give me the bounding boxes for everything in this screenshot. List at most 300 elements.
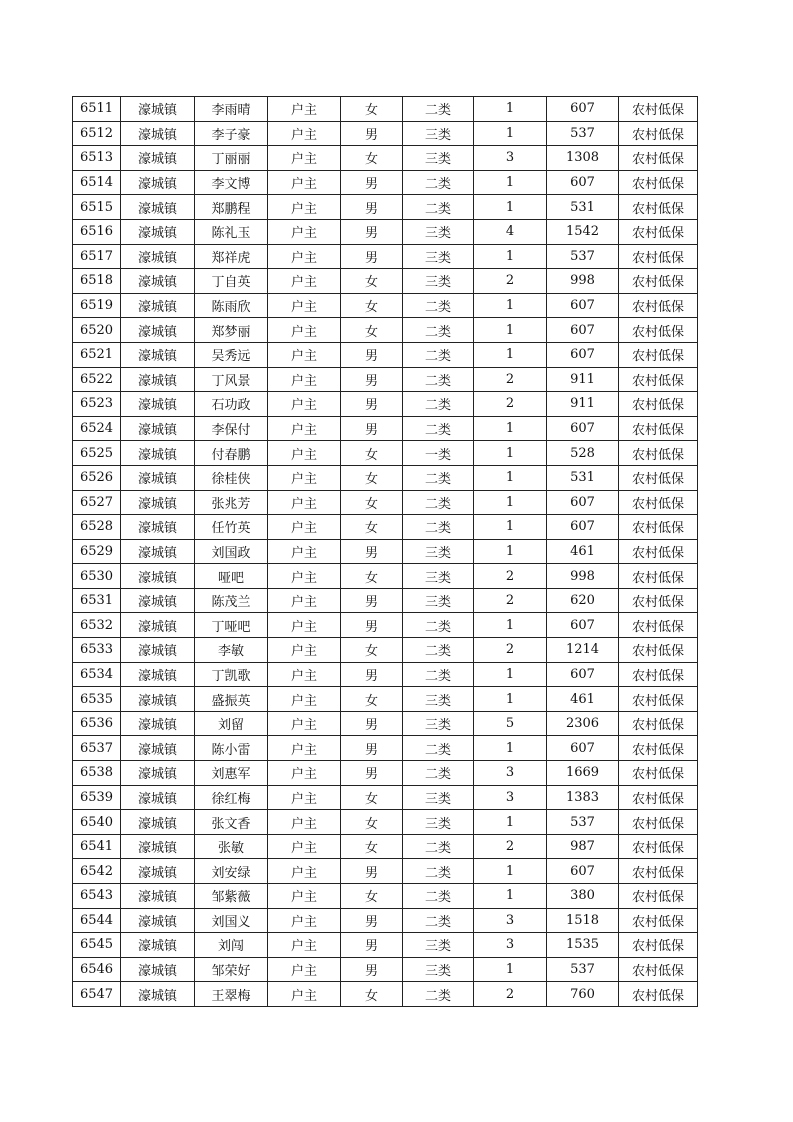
cell-serial-number: 6527 <box>73 490 121 515</box>
cell-category: 三类 <box>403 810 474 835</box>
cell-serial-number: 6524 <box>73 416 121 441</box>
cell-category: 二类 <box>403 97 474 122</box>
cell-town: 濠城镇 <box>121 539 195 564</box>
table-row <box>73 293 698 318</box>
cell-name: 哑吧 <box>195 564 268 589</box>
cell-amount: 1518 <box>547 908 619 933</box>
table-row <box>73 662 698 687</box>
cell-gender: 女 <box>341 318 403 343</box>
cell-town: 濠城镇 <box>121 884 195 909</box>
cell-relation: 户主 <box>268 613 341 638</box>
cell-category: 二类 <box>403 465 474 490</box>
cell-amount: 1535 <box>547 933 619 958</box>
table-row <box>73 588 698 613</box>
cell-name: 李保付 <box>195 416 268 441</box>
cell-amount: 528 <box>547 441 619 466</box>
cell-gender: 女 <box>341 269 403 294</box>
cell-name: 张兆芳 <box>195 490 268 515</box>
cell-assistance-type: 农村低保 <box>619 244 698 269</box>
cell-household-size: 2 <box>474 834 547 859</box>
cell-assistance-type: 农村低保 <box>619 982 698 1007</box>
table-row <box>73 121 698 146</box>
cell-serial-number: 6516 <box>73 219 121 244</box>
table-row <box>73 367 698 392</box>
cell-relation: 户主 <box>268 515 341 540</box>
cell-household-size: 2 <box>474 564 547 589</box>
cell-household-size: 2 <box>474 638 547 663</box>
cell-assistance-type: 农村低保 <box>619 219 698 244</box>
cell-household-size: 2 <box>474 982 547 1007</box>
table-row <box>73 834 698 859</box>
cell-category: 三类 <box>403 244 474 269</box>
cell-category: 二类 <box>403 342 474 367</box>
cell-category: 二类 <box>403 859 474 884</box>
cell-assistance-type: 农村低保 <box>619 318 698 343</box>
cell-serial-number: 6533 <box>73 638 121 663</box>
cell-serial-number: 6547 <box>73 982 121 1007</box>
table-row <box>73 392 698 417</box>
cell-town: 濠城镇 <box>121 318 195 343</box>
cell-relation: 户主 <box>268 392 341 417</box>
cell-household-size: 1 <box>474 810 547 835</box>
cell-amount: 1542 <box>547 219 619 244</box>
cell-assistance-type: 农村低保 <box>619 785 698 810</box>
cell-relation: 户主 <box>268 564 341 589</box>
cell-assistance-type: 农村低保 <box>619 490 698 515</box>
cell-serial-number: 6514 <box>73 170 121 195</box>
cell-amount: 607 <box>547 613 619 638</box>
cell-category: 三类 <box>403 121 474 146</box>
table-row <box>73 711 698 736</box>
cell-serial-number: 6517 <box>73 244 121 269</box>
table-row <box>73 908 698 933</box>
cell-relation: 户主 <box>268 539 341 564</box>
table-row <box>73 859 698 884</box>
cell-amount: 531 <box>547 465 619 490</box>
table-row <box>73 441 698 466</box>
cell-relation: 户主 <box>268 269 341 294</box>
cell-category: 三类 <box>403 957 474 982</box>
cell-relation: 户主 <box>268 367 341 392</box>
cell-relation: 户主 <box>268 933 341 958</box>
cell-category: 三类 <box>403 564 474 589</box>
cell-serial-number: 6530 <box>73 564 121 589</box>
cell-gender: 男 <box>341 170 403 195</box>
cell-assistance-type: 农村低保 <box>619 834 698 859</box>
cell-assistance-type: 农村低保 <box>619 515 698 540</box>
cell-amount: 987 <box>547 834 619 859</box>
cell-serial-number: 6528 <box>73 515 121 540</box>
cell-category: 二类 <box>403 638 474 663</box>
cell-serial-number: 6546 <box>73 957 121 982</box>
cell-category: 二类 <box>403 318 474 343</box>
cell-amount: 607 <box>547 97 619 122</box>
cell-amount: 1383 <box>547 785 619 810</box>
cell-relation: 户主 <box>268 982 341 1007</box>
cell-category: 二类 <box>403 490 474 515</box>
cell-serial-number: 6523 <box>73 392 121 417</box>
cell-category: 三类 <box>403 219 474 244</box>
cell-category: 二类 <box>403 834 474 859</box>
cell-relation: 户主 <box>268 736 341 761</box>
cell-amount: 461 <box>547 687 619 712</box>
cell-name: 丁哑吧 <box>195 613 268 638</box>
cell-relation: 户主 <box>268 318 341 343</box>
cell-category: 二类 <box>403 613 474 638</box>
cell-assistance-type: 农村低保 <box>619 465 698 490</box>
cell-assistance-type: 农村低保 <box>619 121 698 146</box>
cell-serial-number: 6532 <box>73 613 121 638</box>
cell-household-size: 1 <box>474 441 547 466</box>
cell-name: 徐红梅 <box>195 785 268 810</box>
cell-category: 三类 <box>403 539 474 564</box>
cell-name: 付春鹏 <box>195 441 268 466</box>
cell-gender: 女 <box>341 687 403 712</box>
cell-assistance-type: 农村低保 <box>619 638 698 663</box>
cell-amount: 911 <box>547 367 619 392</box>
cell-serial-number: 6511 <box>73 97 121 122</box>
cell-town: 濠城镇 <box>121 465 195 490</box>
cell-household-size: 3 <box>474 933 547 958</box>
cell-household-size: 1 <box>474 957 547 982</box>
cell-assistance-type: 农村低保 <box>619 761 698 786</box>
table-row <box>73 490 698 515</box>
cell-relation: 户主 <box>268 441 341 466</box>
cell-relation: 户主 <box>268 490 341 515</box>
cell-relation: 户主 <box>268 810 341 835</box>
table-row <box>73 515 698 540</box>
cell-gender: 女 <box>341 490 403 515</box>
cell-assistance-type: 农村低保 <box>619 441 698 466</box>
table-row <box>73 465 698 490</box>
cell-town: 濠城镇 <box>121 982 195 1007</box>
cell-relation: 户主 <box>268 146 341 171</box>
cell-assistance-type: 农村低保 <box>619 342 698 367</box>
cell-category: 二类 <box>403 170 474 195</box>
cell-amount: 1308 <box>547 146 619 171</box>
cell-gender: 男 <box>341 908 403 933</box>
cell-amount: 998 <box>547 564 619 589</box>
cell-gender: 男 <box>341 711 403 736</box>
cell-name: 郑梦丽 <box>195 318 268 343</box>
cell-name: 郑祥虎 <box>195 244 268 269</box>
cell-household-size: 1 <box>474 859 547 884</box>
cell-serial-number: 6520 <box>73 318 121 343</box>
table-row <box>73 687 698 712</box>
cell-gender: 女 <box>341 785 403 810</box>
table-row <box>73 170 698 195</box>
cell-name: 陈雨欣 <box>195 293 268 318</box>
cell-assistance-type: 农村低保 <box>619 564 698 589</box>
cell-household-size: 1 <box>474 613 547 638</box>
cell-serial-number: 6544 <box>73 908 121 933</box>
cell-name: 刘国政 <box>195 539 268 564</box>
cell-name: 任竹英 <box>195 515 268 540</box>
cell-assistance-type: 农村低保 <box>619 810 698 835</box>
cell-town: 濠城镇 <box>121 515 195 540</box>
cell-relation: 户主 <box>268 588 341 613</box>
cell-assistance-type: 农村低保 <box>619 97 698 122</box>
cell-household-size: 3 <box>474 908 547 933</box>
cell-name: 刘惠军 <box>195 761 268 786</box>
cell-town: 濠城镇 <box>121 859 195 884</box>
table-row <box>73 244 698 269</box>
cell-name: 徐桂侠 <box>195 465 268 490</box>
cell-town: 濠城镇 <box>121 392 195 417</box>
cell-relation: 户主 <box>268 957 341 982</box>
cell-name: 邹紫薇 <box>195 884 268 909</box>
cell-category: 二类 <box>403 367 474 392</box>
cell-relation: 户主 <box>268 884 341 909</box>
cell-assistance-type: 农村低保 <box>619 367 698 392</box>
cell-serial-number: 6521 <box>73 342 121 367</box>
cell-gender: 男 <box>341 195 403 220</box>
cell-serial-number: 6534 <box>73 662 121 687</box>
cell-household-size: 1 <box>474 170 547 195</box>
cell-town: 濠城镇 <box>121 195 195 220</box>
cell-category: 二类 <box>403 736 474 761</box>
cell-gender: 男 <box>341 662 403 687</box>
table-row <box>73 416 698 441</box>
cell-assistance-type: 农村低保 <box>619 293 698 318</box>
cell-assistance-type: 农村低保 <box>619 195 698 220</box>
cell-assistance-type: 农村低保 <box>619 957 698 982</box>
cell-assistance-type: 农村低保 <box>619 662 698 687</box>
cell-assistance-type: 农村低保 <box>619 711 698 736</box>
table-row <box>73 97 698 122</box>
cell-category: 二类 <box>403 515 474 540</box>
cell-household-size: 1 <box>474 121 547 146</box>
cell-amount: 607 <box>547 342 619 367</box>
cell-serial-number: 6540 <box>73 810 121 835</box>
cell-gender: 男 <box>341 613 403 638</box>
table-row <box>73 957 698 982</box>
cell-gender: 女 <box>341 638 403 663</box>
cell-household-size: 1 <box>474 97 547 122</box>
cell-assistance-type: 农村低保 <box>619 736 698 761</box>
cell-relation: 户主 <box>268 687 341 712</box>
cell-town: 濠城镇 <box>121 244 195 269</box>
cell-category: 三类 <box>403 588 474 613</box>
cell-amount: 911 <box>547 392 619 417</box>
cell-gender: 男 <box>341 761 403 786</box>
cell-town: 濠城镇 <box>121 662 195 687</box>
cell-household-size: 1 <box>474 884 547 909</box>
cell-town: 濠城镇 <box>121 638 195 663</box>
cell-town: 濠城镇 <box>121 293 195 318</box>
cell-name: 陈茂兰 <box>195 588 268 613</box>
table-row <box>73 785 698 810</box>
cell-name: 丁风景 <box>195 367 268 392</box>
cell-relation: 户主 <box>268 244 341 269</box>
cell-relation: 户主 <box>268 761 341 786</box>
cell-household-size: 1 <box>474 515 547 540</box>
cell-gender: 男 <box>341 367 403 392</box>
cell-name: 郑鹏程 <box>195 195 268 220</box>
cell-gender: 男 <box>341 933 403 958</box>
cell-amount: 537 <box>547 121 619 146</box>
cell-name: 丁丽丽 <box>195 146 268 171</box>
cell-town: 濠城镇 <box>121 367 195 392</box>
cell-relation: 户主 <box>268 785 341 810</box>
cell-town: 濠城镇 <box>121 146 195 171</box>
table-row <box>73 146 698 171</box>
cell-relation: 户主 <box>268 638 341 663</box>
table-row <box>73 884 698 909</box>
cell-assistance-type: 农村低保 <box>619 859 698 884</box>
cell-name: 张文香 <box>195 810 268 835</box>
cell-name: 刘国义 <box>195 908 268 933</box>
cell-assistance-type: 农村低保 <box>619 392 698 417</box>
cell-assistance-type: 农村低保 <box>619 933 698 958</box>
cell-serial-number: 6541 <box>73 834 121 859</box>
cell-relation: 户主 <box>268 908 341 933</box>
cell-household-size: 1 <box>474 244 547 269</box>
cell-amount: 1214 <box>547 638 619 663</box>
table-row <box>73 736 698 761</box>
cell-assistance-type: 农村低保 <box>619 269 698 294</box>
cell-town: 濠城镇 <box>121 687 195 712</box>
cell-town: 濠城镇 <box>121 97 195 122</box>
cell-category: 二类 <box>403 884 474 909</box>
cell-serial-number: 6525 <box>73 441 121 466</box>
cell-relation: 户主 <box>268 416 341 441</box>
cell-town: 濠城镇 <box>121 416 195 441</box>
cell-relation: 户主 <box>268 342 341 367</box>
cell-relation: 户主 <box>268 170 341 195</box>
cell-gender: 女 <box>341 441 403 466</box>
cell-amount: 2306 <box>547 711 619 736</box>
cell-category: 一类 <box>403 441 474 466</box>
cell-category: 三类 <box>403 269 474 294</box>
cell-relation: 户主 <box>268 195 341 220</box>
cell-assistance-type: 农村低保 <box>619 416 698 441</box>
cell-gender: 女 <box>341 982 403 1007</box>
cell-household-size: 1 <box>474 318 547 343</box>
cell-amount: 607 <box>547 859 619 884</box>
cell-name: 张敏 <box>195 834 268 859</box>
table-row <box>73 613 698 638</box>
table-row <box>73 982 698 1007</box>
cell-amount: 607 <box>547 293 619 318</box>
cell-gender: 男 <box>341 219 403 244</box>
cell-serial-number: 6535 <box>73 687 121 712</box>
cell-category: 二类 <box>403 761 474 786</box>
cell-household-size: 1 <box>474 687 547 712</box>
cell-household-size: 2 <box>474 367 547 392</box>
cell-town: 濠城镇 <box>121 933 195 958</box>
table-row <box>73 933 698 958</box>
cell-gender: 女 <box>341 884 403 909</box>
cell-amount: 607 <box>547 170 619 195</box>
cell-name: 吴秀远 <box>195 342 268 367</box>
cell-household-size: 3 <box>474 761 547 786</box>
cell-assistance-type: 农村低保 <box>619 539 698 564</box>
cell-category: 三类 <box>403 711 474 736</box>
cell-name: 李雨晴 <box>195 97 268 122</box>
cell-relation: 户主 <box>268 219 341 244</box>
cell-household-size: 1 <box>474 465 547 490</box>
cell-amount: 607 <box>547 318 619 343</box>
cell-town: 濠城镇 <box>121 810 195 835</box>
cell-category: 二类 <box>403 908 474 933</box>
table-row <box>73 539 698 564</box>
cell-town: 濠城镇 <box>121 219 195 244</box>
table-row <box>73 761 698 786</box>
cell-amount: 607 <box>547 736 619 761</box>
cell-serial-number: 6526 <box>73 465 121 490</box>
cell-name: 李敏 <box>195 638 268 663</box>
cell-amount: 620 <box>547 588 619 613</box>
cell-gender: 女 <box>341 146 403 171</box>
cell-gender: 女 <box>341 293 403 318</box>
cell-household-size: 4 <box>474 219 547 244</box>
cell-relation: 户主 <box>268 97 341 122</box>
cell-name: 石功政 <box>195 392 268 417</box>
cell-town: 濠城镇 <box>121 908 195 933</box>
table-row <box>73 195 698 220</box>
cell-category: 三类 <box>403 687 474 712</box>
cell-name: 刘留 <box>195 711 268 736</box>
cell-household-size: 5 <box>474 711 547 736</box>
cell-assistance-type: 农村低保 <box>619 613 698 638</box>
cell-household-size: 3 <box>474 785 547 810</box>
cell-category: 三类 <box>403 933 474 958</box>
cell-assistance-type: 农村低保 <box>619 170 698 195</box>
cell-name: 李文博 <box>195 170 268 195</box>
cell-gender: 男 <box>341 736 403 761</box>
cell-serial-number: 6543 <box>73 884 121 909</box>
cell-town: 濠城镇 <box>121 269 195 294</box>
cell-relation: 户主 <box>268 859 341 884</box>
cell-serial-number: 6539 <box>73 785 121 810</box>
cell-amount: 380 <box>547 884 619 909</box>
cell-household-size: 1 <box>474 195 547 220</box>
cell-household-size: 3 <box>474 146 547 171</box>
cell-serial-number: 6515 <box>73 195 121 220</box>
cell-category: 二类 <box>403 392 474 417</box>
cell-category: 二类 <box>403 416 474 441</box>
cell-name: 丁自英 <box>195 269 268 294</box>
cell-household-size: 1 <box>474 736 547 761</box>
cell-serial-number: 6529 <box>73 539 121 564</box>
cell-town: 濠城镇 <box>121 957 195 982</box>
cell-assistance-type: 农村低保 <box>619 588 698 613</box>
cell-gender: 男 <box>341 859 403 884</box>
cell-town: 濠城镇 <box>121 121 195 146</box>
cell-amount: 607 <box>547 490 619 515</box>
cell-gender: 女 <box>341 465 403 490</box>
cell-town: 濠城镇 <box>121 170 195 195</box>
cell-gender: 男 <box>341 957 403 982</box>
cell-gender: 男 <box>341 342 403 367</box>
cell-relation: 户主 <box>268 662 341 687</box>
cell-gender: 女 <box>341 515 403 540</box>
cell-name: 丁凯歌 <box>195 662 268 687</box>
cell-name: 刘安绿 <box>195 859 268 884</box>
cell-name: 李子豪 <box>195 121 268 146</box>
cell-amount: 531 <box>547 195 619 220</box>
cell-amount: 760 <box>547 982 619 1007</box>
cell-amount: 998 <box>547 269 619 294</box>
cell-town: 濠城镇 <box>121 564 195 589</box>
cell-category: 三类 <box>403 785 474 810</box>
cell-serial-number: 6518 <box>73 269 121 294</box>
cell-town: 濠城镇 <box>121 736 195 761</box>
cell-gender: 女 <box>341 564 403 589</box>
cell-serial-number: 6513 <box>73 146 121 171</box>
cell-serial-number: 6542 <box>73 859 121 884</box>
